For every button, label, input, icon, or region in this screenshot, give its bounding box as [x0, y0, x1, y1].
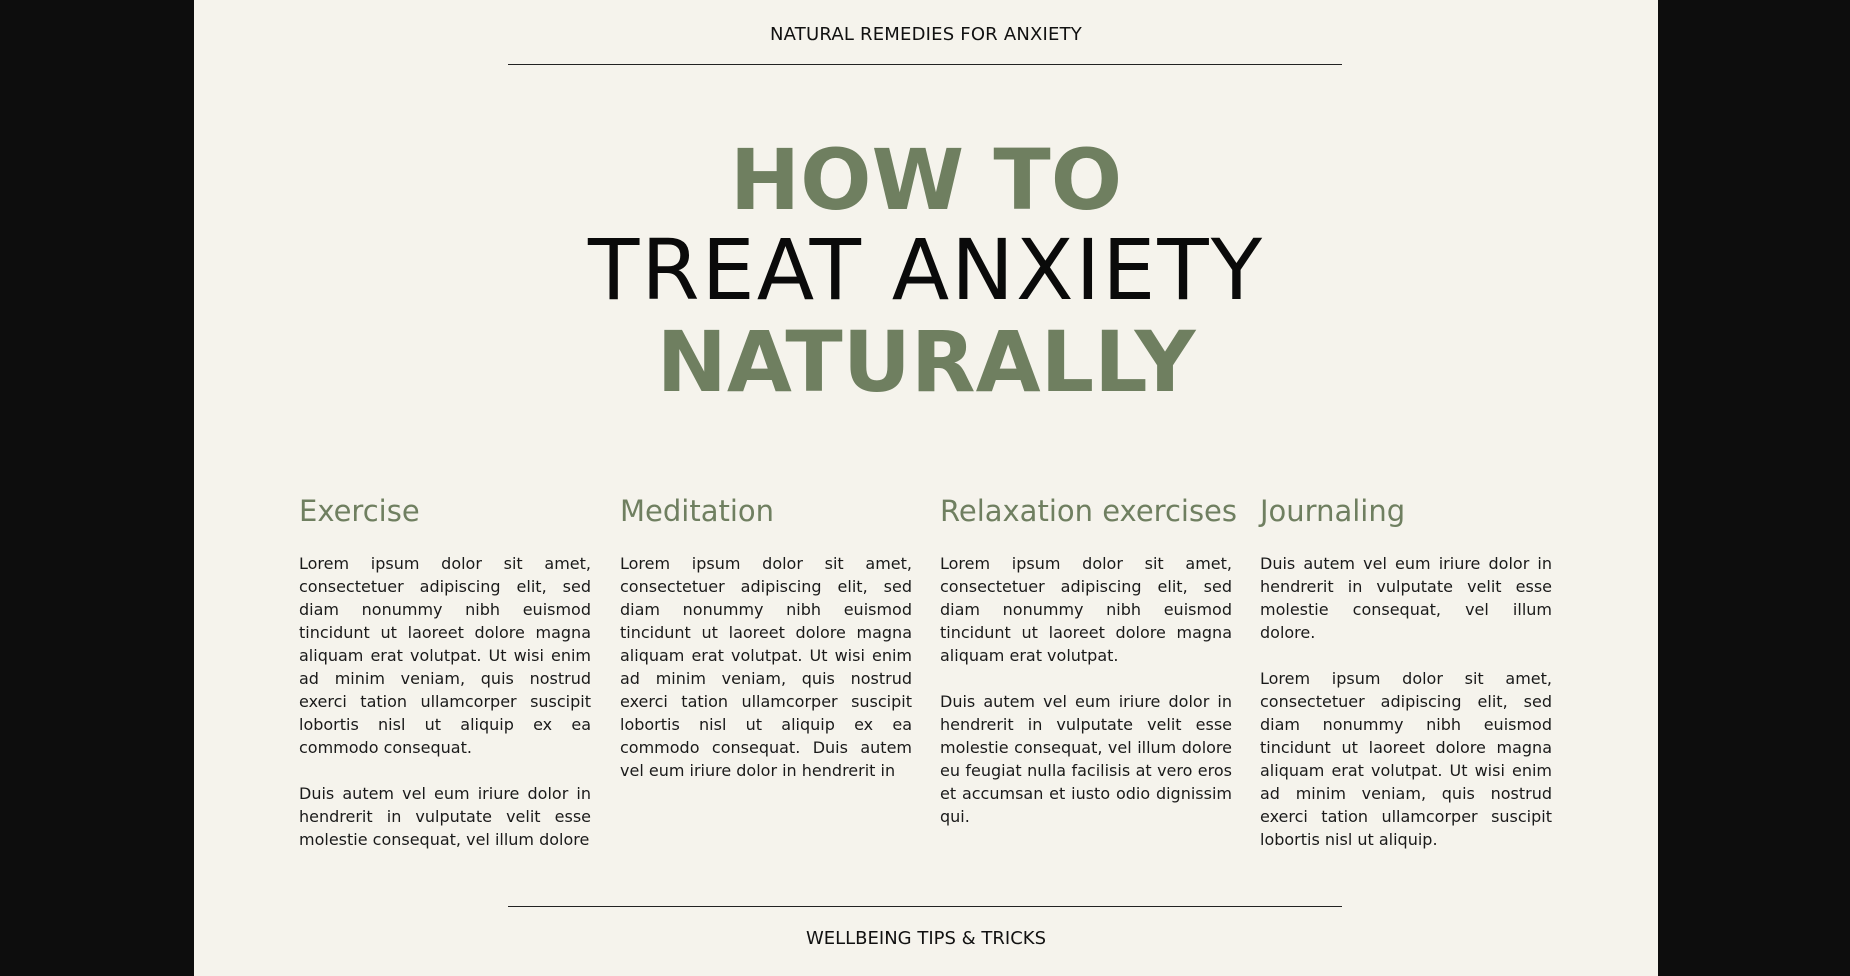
section-paragraph: Duis autem vel eum iriure dolor in hendrerit in vulputate velit esse molestie consequat, vel illum dolore eu feugiat nulla facilisis at vero eros et accumsan et iusto odio dignissim qui. [940, 692, 1232, 826]
section-exercise [299, 490, 591, 874]
section-heading: Journaling [1260, 494, 1406, 528]
section-journaling [1260, 490, 1552, 874]
header-divider [508, 64, 1342, 65]
page-footer-title: WELLBEING TIPS & TRICKS [805, 928, 1047, 949]
footer-divider [508, 906, 1342, 907]
hero-title-line-2: TREAT ANXIETY [587, 221, 1264, 319]
section-paragraph: Duis autem vel eum iriure dolor in hendrerit in vulputate velit esse molestie consequat, vel illum dolore. [1260, 554, 1552, 642]
section-heading: Meditation [620, 494, 775, 528]
section-heading: Relaxation exercises [940, 494, 1238, 528]
section-paragraph: Lorem ipsum dolor sit amet, consectetuer adipiscing elit, sed diam nonummy nibh euismod tincidunt ut laoreet dolore magna aliquam erat volutpat. [940, 554, 1232, 665]
section-relaxation-exercises [940, 490, 1238, 851]
section-paragraph: Lorem ipsum dolor sit amet, consectetuer adipiscing elit, sed diam nonummy nibh euismod tincidunt ut laoreet dolore magna aliquam erat volutpat. Ut wisi enim ad minim veniam, quis nostrud exerci tation ullamcorper suscipit lobortis nisl ut aliquip. [1260, 669, 1552, 849]
page-header-title: NATURAL REMEDIES FOR ANXIETY [770, 24, 1082, 45]
section-heading: Exercise [299, 494, 420, 528]
section-paragraph: Lorem ipsum dolor sit amet, consectetuer adipiscing elit, sed diam nonummy nibh euismod tincidunt ut laoreet dolore magna aliquam erat volutpat. Ut wisi enim ad minim veniam, quis nostrud exerci tation ullamcorper suscipit lobortis nisl ut aliquip ex ea commodo consequat. Duis autem vel eum iriure dolor in hendrerit in [620, 554, 912, 780]
section-paragraph: Duis autem vel eum iriure dolor in hendrerit in vulputate velit esse molestie consequat, vel illum dolore [299, 784, 591, 849]
section-meditation [620, 490, 912, 805]
hero-title-line-1: HOW TO [729, 131, 1123, 229]
hero-title-line-3: NATURALLY [656, 313, 1196, 411]
section-paragraph: Lorem ipsum dolor sit amet, consectetuer adipiscing elit, sed diam nonummy nibh euismod tincidunt ut laoreet dolore magna aliquam erat volutpat. Ut wisi enim ad minim veniam, quis nostrud exerci tation ullamcorper suscipit lobortis nisl ut aliquip ex ea commodo consequat. [299, 554, 591, 757]
document-page [194, 0, 1658, 976]
